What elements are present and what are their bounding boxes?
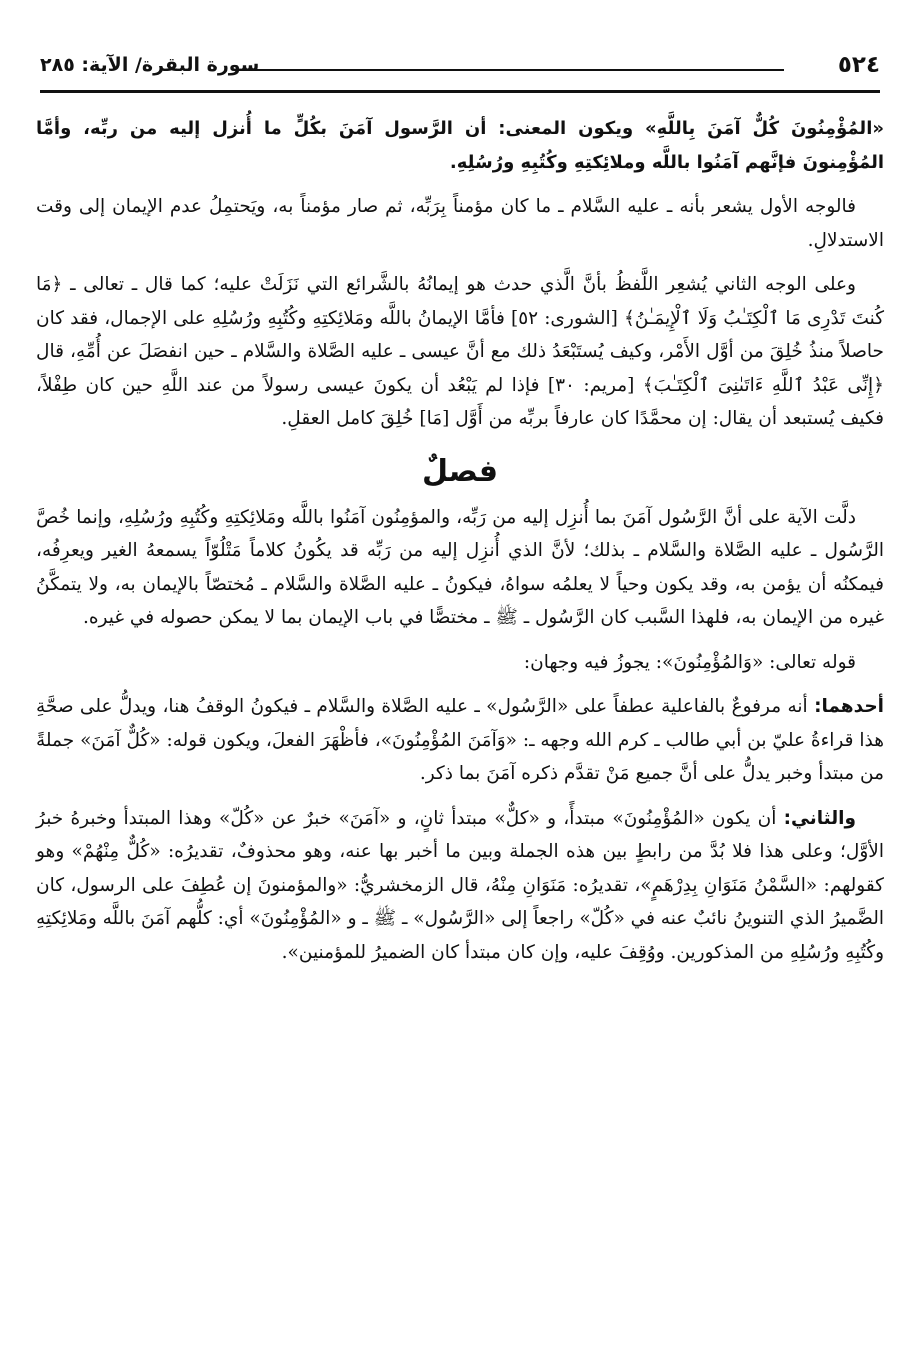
paragraph-7-lead: والثاني: bbox=[783, 807, 856, 829]
page-number: ٥٢٤ bbox=[837, 52, 880, 78]
page-header bbox=[40, 52, 880, 92]
header-rule bbox=[40, 90, 880, 93]
running-head: سورة البقرة/ الآية: ٢٨٥ bbox=[40, 54, 260, 76]
paragraph-6 bbox=[36, 690, 884, 791]
paragraph-6-text: أنه مرفوعٌ بالفاعلية عطفاً على «الرَّسُول» ـ عليه الصَّلاة والسَّلام ـ فيكونُ الوقفُ هنا، ويدلُّ على صحَّةِ هذا قراءةُ عليّ بن أبي طالب ـ كرم الله وجهه ـ: «وَآمَنَ المُؤْمِنُونَ»، فأظْهَرَ الفعلَ، ويكون قوله: «كُلٌّ آمَنَ» جملةً من مبتدأ وخبر يدلُّ على أنَّ جميع مَنْ تقدَّم ذكره آمَنَ بما ذكر. bbox=[36, 696, 884, 784]
paragraph-4: دلَّت الآية على أنَّ الرَّسُول آمَنَ بما أُنزِل إليه من رَبِّه، والمؤمِنُون آمَنُوا باللَّه ومَلائِكتِهِ وكُتُبِهِ ورُسُلِهِ، وإنما خُصَّ الرَّسُول ـ عليه الصَّلاة والسَّلام ـ بذلك؛ لأنَّ الذي أُنزِل إليه من رَبِّه قد يكُونُ كلاماً مَتْلُوّاً يسمعهُ الغير ويعرِفُه، فيمكنُه أن يؤمن به، وقد يكون وحياً لا يعلمُه سواهُ، فيكونُ ـ عليه الصَّلاة والسَّلام ـ مُختصّاً بالإيمان به، ولا يتمكَّنُ غيره من الإيمان به، فلهذا السَّبب كان الرَّسُول ـ ﷺ ـ مختصًّا في باب الإيمان بما لا يمكن حصوله في غيره. bbox=[36, 506, 884, 628]
paragraph-1: «المُؤْمِنُونَ كُلٌّ آمَنَ بِاللَّهِ» ويكون المعنى: أن الرَّسول آمَنَ بكُلٍّ ما أُنزل إليه من ربِّه، وأمَّا المُؤْمِنونَ فإنَّهم آمَنُوا باللَّه وملائِكتِهِ وكُتُبِهِ ورُسُلِهِ. bbox=[36, 118, 884, 173]
section-heading: فصلٌ bbox=[422, 453, 498, 489]
paragraph-7 bbox=[36, 802, 884, 970]
paragraph-7-text: أن يكون «المُؤْمِنُونَ» مبتدأً، و «كلٌّ» مبتدأ ثانٍ، و «آمَنَ» خبرٌ عن «كُلّ» وهذا المبتدأ وخبرهُ خبرُ الأوَّل؛ وعلى هذا فلا بُدَّ من رابطٍ بين هذه الجملة وبين ما أخبر بها عنه، وهو محذوفٌ، تقديرُه: «كُلٌّ مِنْهُمْ» وهو كقولهم: «السَّمْنُ مَنَوَانِ بِدِرْهَمٍ»، تقديرُه: مَنَوَانِ مِنْهُ، قال الزمخشريُّ: «والمؤمنونَ إن عُطِفَ على الرسول، كان الضَّميرُ الذي التنوينُ نائبٌ عنه في «كُلّ» راجعاً إلى «الرَّسُول» ـ ﷺ ـ و «المُؤْمِنُونَ» أي: كلُّهم آمَنَ باللَّه ومَلائِكتِهِ وكُتُبِهِ ورُسُلِهِ من المذكورين. ووُقِفَ عليه، وإن كان مبتدأ كان الضميرُ للمؤمنين». bbox=[36, 807, 884, 963]
paragraph-3: وعلى الوجه الثاني يُشعِر اللَّفظُ بأنَّ الَّذي حدث هو إيمانُهُ بالشَّرائع التي نَزَلَتْ عليه؛ كما قال ـ تعالى ـ ﴿مَا كُنتَ تَدْرِى مَا ٱلْكِتَـٰبُ وَلَا ٱلْإِيمَـٰنُ﴾ [الشورى: ٥٢] فأمَّا الإيمانُ باللَّه ومَلائِكتِهِ وكُتُبِهِ ورُسُلِهِ على الإجمال، فقد كان حاصلاً منذُ خُلِقَ من أوَّل الأَمْر، وكيف يُستَبْعَدُ ذلك مع أنَّ عيسى ـ عليه الصَّلاة والسَّلام ـ حين انفصَلَ عن أُمِّهِ، قال ﴿إِنِّى عَبْدُ ٱللَّهِ ءَاتَىٰنِىَ ٱلْكِتَـٰبَ﴾ [مريم: ٣٠] فإذا لم يَبْعُد أن يكونَ عيسى رسولاً من عند اللَّهِ حين كان طِفْلاً، فكيف يُستبعد أن يقال: إن محمَّدًا كان عارفاً بربِّه من أَوَّل [مَا] خُلِقَ كامل العقلِ. bbox=[36, 274, 884, 429]
paragraph-5: قوله تعالى: «وَالمُؤْمِنُونَ»: يجوزُ فيه وجهان: bbox=[523, 651, 856, 673]
paragraph-6-lead: أحدهما: bbox=[814, 696, 884, 717]
paragraph-2: فالوجه الأول يشعر بأنه ـ عليه السَّلام ـ ما كان مؤمناً بِرَبِّه، ثم صار مؤمناً به، ويَحتمِلُ عدم الإيمان إلى وقت الاستدلالِ. bbox=[36, 196, 884, 251]
page-body bbox=[36, 112, 884, 980]
header-line bbox=[240, 69, 784, 71]
